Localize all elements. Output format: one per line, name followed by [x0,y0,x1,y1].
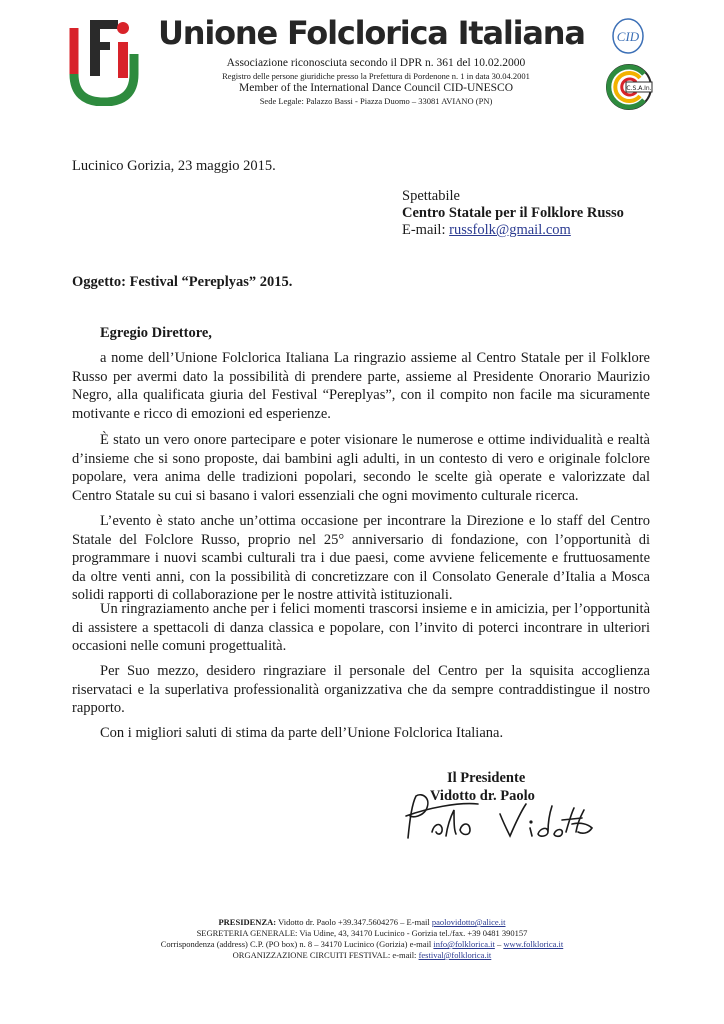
recipient-salutation: Spettabile [402,188,460,204]
footer-presidenza-email[interactable]: paolovidotto@alice.it [431,917,506,927]
svg-text:CID: CID [616,29,640,44]
footer-presidenza-text: Vidotto dr. Paolo +39.347.5604276 – E-mail [278,917,430,927]
header-legal-line: Associazione riconosciuta secondo il DPR n. 361 del 10.02.2000 [226,57,526,69]
footer-circuiti [0,950,724,960]
signoff-name: Vidotto dr. Paolo [430,788,535,804]
body-paragraph-2: È stato un vero onore partecipare e poter visionare le numerose e ottime individualità e realtà d’insieme che si sono proposte, dai bambini agli adulti, in un contesto di vero e originale folclore popolare, vera anima delle tradizioni popolari, secondo le scelte già operate e valorizzate dal Centro Statale su cui si basano i valori essenziali che ogni movimento culturale ricerca. [72,432,650,504]
handwritten-signature [398,788,598,848]
footer-info-email[interactable]: info@folklorica.it [433,939,495,949]
place-date: Lucinico Gorizia, 23 maggio 2015. [72,158,276,174]
recipient-email-label: E-mail: [402,222,446,238]
header-registry-line: Registro delle persone giuridiche presso la Prefettura di Pordenone n. 1 in data 30.04.2001 [222,71,530,81]
body-paragraph-5: Per Suo mezzo, desidero ringraziare il personale del Centro per la squisita accoglienza riservataci e la superlativa professionalità organizzativa che da sempre contraddistingue il nostro rapporto. [72,663,650,717]
footer-website-link[interactable]: www.folklorica.it [503,939,564,949]
letter-greeting: Egregio Direttore, [100,325,212,341]
footer-separator: – [496,939,502,949]
body-paragraph-3: L’evento è stato anche un’ottima occasione per incontrare la Direzione e lo staff del Centro Statale del Folclore Russo, proprio nel 25° anniversario di fondazione, con l’opportunità di programmare i nuovi scambi culturali tra i due paesi, come avviene felicemente e fruttuosamente da oltre venti anni, con la possibilità di concretizzare con il Consolato Generale d’Italia a Mosca solidi rapporti di collaborazione per le nostre attività istituzionali. [72,513,650,604]
csain-logo [604,62,654,112]
recipient-email-link[interactable]: russfolk@gmail.com [449,222,571,238]
header-address-line: Sede Legale: Palazzo Bassi - Piazza Duomo – 33081 AVIANO (PN) [259,96,493,106]
footer-circuiti-text: ORGANIZZAZIONE CIRCUITI FESTIVAL: e-mail: [232,950,417,960]
recipient-name: Centro Statale per il Folklore Russo [402,205,624,221]
header-membership-line: Member of the International Dance Council CID-UNESCO [238,82,513,94]
body-paragraph-closing: Con i migliori saluti di stima da parte dell’Unione Folclorica Italiana. [100,725,504,741]
body-paragraph-4: Un ringraziamento anche per i felici momenti trascorsi insieme e in amicizia, per l’opportunità di assistere a spettacoli di danza classica e popolare, con l’invito di poterci incontrare in ulteriori occasioni nelle comuni progettualità. [72,601,650,655]
footer-corrispondenza-text: Corrispondenza (address) C.P. (PO box) n. 8 – 34170 Lucinico (Gorizia) e-mail [160,939,432,949]
svg-text:C.S.A.In.: C.S.A.In. [626,85,652,92]
organization-title: Unione Folclorica Italiana [158,14,585,52]
footer-festival-email[interactable]: festival@folklorica.it [418,950,492,960]
footer-segreteria: SEGRETERIA GENERALE: Via Udine, 43, 34170 Lucinico - Gorizia tel./fax. +39 0481 390157 [196,928,528,938]
recipient-email [402,222,571,239]
footer-presidenza [0,917,724,927]
signoff-title: Il Presidente [447,770,526,786]
letter-subject: Oggetto: Festival “Pereplyas” 2015. [72,274,293,290]
footer-presidenza-label: PRESIDENZA: [218,917,277,927]
footer-corrispondenza [0,939,724,949]
body-paragraph-1: a nome dell’Unione Folclorica Italiana La ringrazio assieme al Centro Statale per il Folklore Russo per avermi dato la possibilità di prendere parte, assieme al Presidente Onorario Maurizio Negro, alla qualificata giuria del Festival “Pereplyas”, con il compito non facile ma sicuramente motivante e ricco di emozioni ed esperienze. [72,350,650,422]
cid-logo [609,16,647,56]
